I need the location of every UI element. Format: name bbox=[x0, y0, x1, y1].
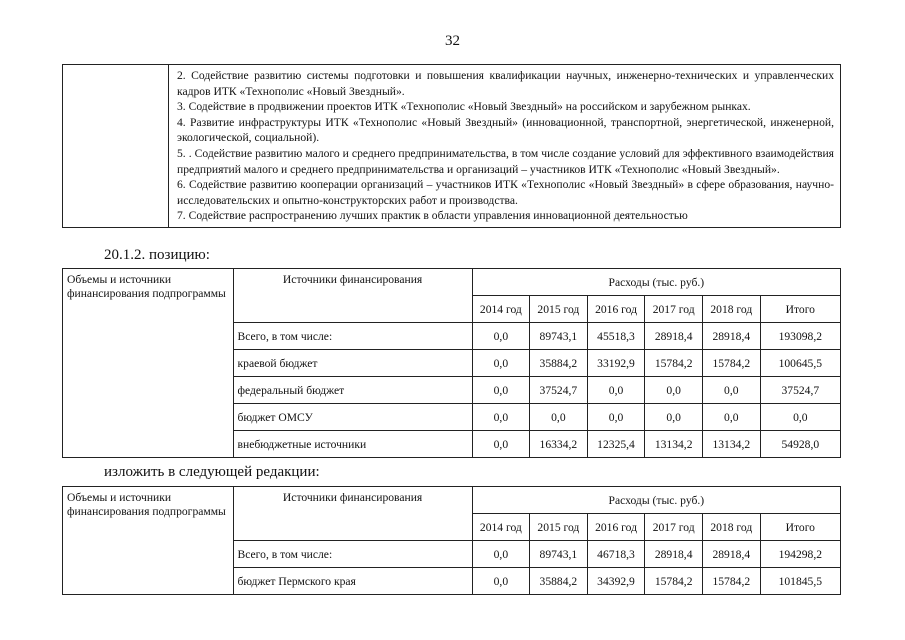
source-cell: бюджет Пермского края bbox=[233, 568, 472, 595]
year-header: 2017 год bbox=[645, 296, 703, 323]
value-cell: 0,0 bbox=[645, 404, 703, 431]
value-cell: 15784,2 bbox=[645, 568, 703, 595]
source-cell: краевой бюджет bbox=[233, 350, 472, 377]
value-cell: 0,0 bbox=[472, 431, 529, 458]
goals-table bbox=[62, 64, 841, 228]
expenses-header: Расходы (тыс. руб.) bbox=[472, 269, 840, 296]
year-header: 2018 год bbox=[702, 514, 760, 541]
expenses-header: Расходы (тыс. руб.) bbox=[472, 487, 840, 514]
value-cell: 15784,2 bbox=[702, 568, 760, 595]
goal-item: 3. Содействие в продвижении проектов ИТК «Технополис «Новый Звездный» на российском и зарубежном рынках. bbox=[177, 100, 751, 114]
year-header: 2015 год bbox=[530, 514, 588, 541]
value-cell: 0,0 bbox=[587, 404, 645, 431]
sources-header: Источники финансирования bbox=[233, 269, 472, 323]
year-header: 2018 год bbox=[702, 296, 760, 323]
year-header: 2016 год bbox=[587, 296, 645, 323]
value-cell: 15784,2 bbox=[645, 350, 703, 377]
goal-item: 4. Развитие инфраструктуры ИТК «Технополис «Новый Звездный» (инновационной, транспортной, энергетической, инженерной, экологической, социальной). bbox=[177, 115, 834, 145]
value-cell: 28918,4 bbox=[645, 541, 703, 568]
page-number: 32 bbox=[445, 33, 460, 49]
value-cell: 35884,2 bbox=[530, 350, 588, 377]
year-header: 2015 год bbox=[530, 296, 588, 323]
financing-table-old bbox=[62, 268, 841, 458]
sources-header: Источники финансирования bbox=[233, 487, 472, 541]
heading-edit: изложить в следующей редакции: bbox=[104, 464, 320, 480]
financing-label: Объемы и источники финансирования подпрограммы bbox=[63, 269, 234, 458]
value-cell: 0,0 bbox=[472, 350, 529, 377]
value-cell: 193098,2 bbox=[760, 323, 840, 350]
goal-item: 6. Содействие развитию кооперации организаций – участников ИТК «Технополис «Новый Звездный» в сфере образования, научно-исследовательских и опытно-конструкторских работ и производства. bbox=[177, 178, 834, 207]
value-cell: 0,0 bbox=[587, 377, 645, 404]
value-cell: 0,0 bbox=[472, 568, 529, 595]
goal-item: 2. Содействие развитию системы подготовки и повышения квалификации научных, инженерно-технических и управленческих кадров ИТК «Технополис «Новый Звездный». bbox=[177, 69, 834, 98]
goal-item: 5. . Содействие развитию малого и среднего предпринимательства, в том числе создание условий для эффективного взаимодействия предприятий малого и среднего предпринимательства и организаций – участников ИТК «Технополис «Новый Звездный». bbox=[177, 146, 834, 176]
financing-table-new bbox=[62, 486, 841, 595]
value-cell: 33192,9 bbox=[587, 350, 645, 377]
source-cell: Всего, в том числе: bbox=[233, 541, 472, 568]
value-cell: 100645,5 bbox=[760, 350, 840, 377]
heading-position: 20.1.2. позицию: bbox=[104, 247, 210, 263]
year-header: Итого bbox=[760, 514, 840, 541]
goals-left-cell bbox=[63, 65, 169, 228]
value-cell: 34392,9 bbox=[587, 568, 645, 595]
value-cell: 89743,1 bbox=[530, 323, 588, 350]
goals-list bbox=[169, 65, 841, 228]
value-cell: 28918,4 bbox=[702, 323, 760, 350]
source-cell: федеральный бюджет bbox=[233, 377, 472, 404]
year-header: 2016 год bbox=[587, 514, 645, 541]
value-cell: 0,0 bbox=[472, 377, 529, 404]
value-cell: 0,0 bbox=[472, 404, 529, 431]
value-cell: 194298,2 bbox=[760, 541, 840, 568]
year-header: 2017 год bbox=[645, 514, 703, 541]
year-header: Итого bbox=[760, 296, 840, 323]
value-cell: 35884,2 bbox=[530, 568, 588, 595]
year-header: 2014 год bbox=[472, 296, 529, 323]
goal-item: 7. Содействие распространению лучших практик в области управления инновационной деятельностью bbox=[177, 209, 688, 223]
financing-label: Объемы и источники финансирования подпрограммы bbox=[63, 487, 234, 595]
value-cell: 28918,4 bbox=[645, 323, 703, 350]
value-cell: 37524,7 bbox=[760, 377, 840, 404]
value-cell: 28918,4 bbox=[702, 541, 760, 568]
source-cell: Всего, в том числе: bbox=[233, 323, 472, 350]
value-cell: 16334,2 bbox=[530, 431, 588, 458]
value-cell: 0,0 bbox=[645, 377, 703, 404]
value-cell: 45518,3 bbox=[587, 323, 645, 350]
value-cell: 13134,2 bbox=[702, 431, 760, 458]
value-cell: 46718,3 bbox=[587, 541, 645, 568]
value-cell: 0,0 bbox=[530, 404, 588, 431]
value-cell: 0,0 bbox=[702, 404, 760, 431]
year-header: 2014 год bbox=[472, 514, 529, 541]
value-cell: 0,0 bbox=[472, 323, 529, 350]
value-cell: 101845,5 bbox=[760, 568, 840, 595]
value-cell: 0,0 bbox=[472, 541, 529, 568]
value-cell: 89743,1 bbox=[530, 541, 588, 568]
value-cell: 0,0 bbox=[702, 377, 760, 404]
value-cell: 12325,4 bbox=[587, 431, 645, 458]
source-cell: бюджет ОМСУ bbox=[233, 404, 472, 431]
value-cell: 0,0 bbox=[760, 404, 840, 431]
source-cell: внебюджетные источники bbox=[233, 431, 472, 458]
value-cell: 54928,0 bbox=[760, 431, 840, 458]
value-cell: 13134,2 bbox=[645, 431, 703, 458]
value-cell: 37524,7 bbox=[530, 377, 588, 404]
value-cell: 15784,2 bbox=[702, 350, 760, 377]
